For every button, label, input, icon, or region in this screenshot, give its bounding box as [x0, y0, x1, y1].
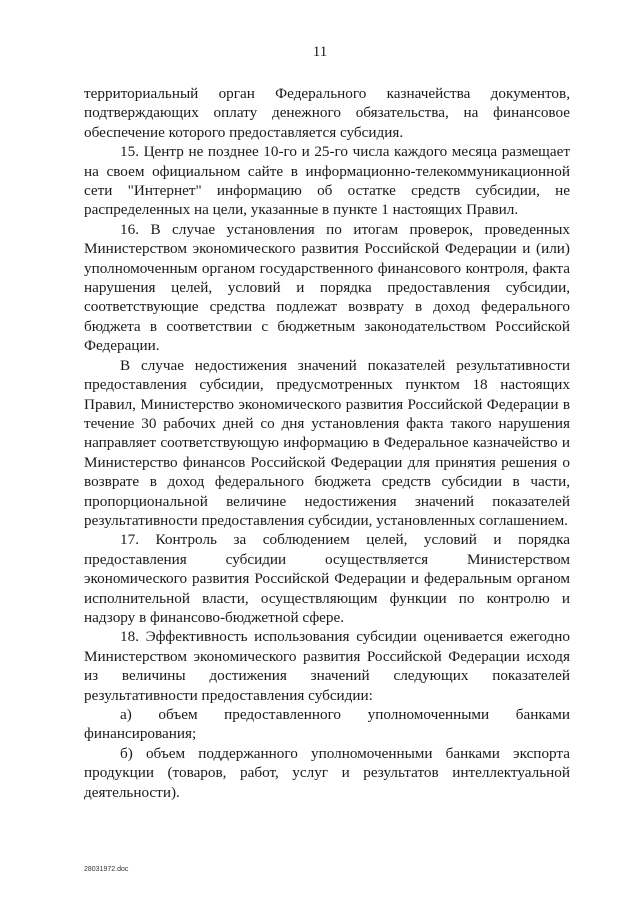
paragraph-item-16-shortfall: В случае недостижения значений показателей результативности предоставления субсидии, предусмотренных пунктом 18 настоящих Правил, Министерство экономического развития Российской Федерации в течение 30 рабочих дней со дня установления факта такого нарушения направляет соответствующую информацию в Федеральное казначейство и Министерство финансов Российской Федерации для принятия решения о возврате в доход федерального бюджета средств субсидии в части, пропорциональной величине недостижения значений показателей результативности предоставления субсидии, установленных соглашением.	[84, 356, 570, 529]
paragraph-item-18-b: б) объем поддержанного уполномоченными банками экспорта продукции (товаров, работ, услуг и результатов интеллектуальной деятельности).	[84, 744, 570, 801]
paragraph-continuation: территориальный орган Федерального казначейства документов, подтверждающих оплату денежного обязательства, на финансовое обеспечение которого предоставляется субсидия.	[84, 85, 570, 141]
paragraph-item-17: 17. Контроль за соблюдением целей, условий и порядка предоставления субсидии осуществляется Министерством экономического развития Российской Федерации и федеральным органом исполнительной власти, осуществляющим функции по контролю и надзору в финансово-бюджетной сфере.	[84, 531, 570, 626]
document-body	[84, 84, 570, 802]
page-number: 11	[312, 44, 328, 60]
file-name-footer: 28031972.doc	[84, 866, 129, 873]
paragraph-item-18-a: а) объем предоставленного уполномоченными банками финансирования;	[84, 706, 570, 743]
paragraph-item-15: 15. Центр не позднее 10-го и 25-го числа каждого месяца размещает на своем официальном сайте в информационно-телекоммуникационной сети "Интернет" информацию об остатке средств субсидии, не распределенных на цели, указанные в пункте 1 настоящих Правил.	[84, 143, 570, 219]
paragraph-item-18: 18. Эффективность использования субсидии оценивается ежегодно Министерством экономического развития Российской Федерации исходя из величины достижения значений следующих показателей результативности предоставления субсидии:	[84, 628, 570, 704]
paragraph-item-16: 16. В случае установления по итогам проверок, проведенных Министерством экономического развития Российской Федерации и (или) уполномоченным органом государственного финансового контроля, факта нарушения целей, условий и порядка предоставления субсидии, соответствующие средства подлежат возврату в доход федерального бюджета в соответствии с бюджетным законодательством Российской Федерации.	[84, 220, 570, 355]
